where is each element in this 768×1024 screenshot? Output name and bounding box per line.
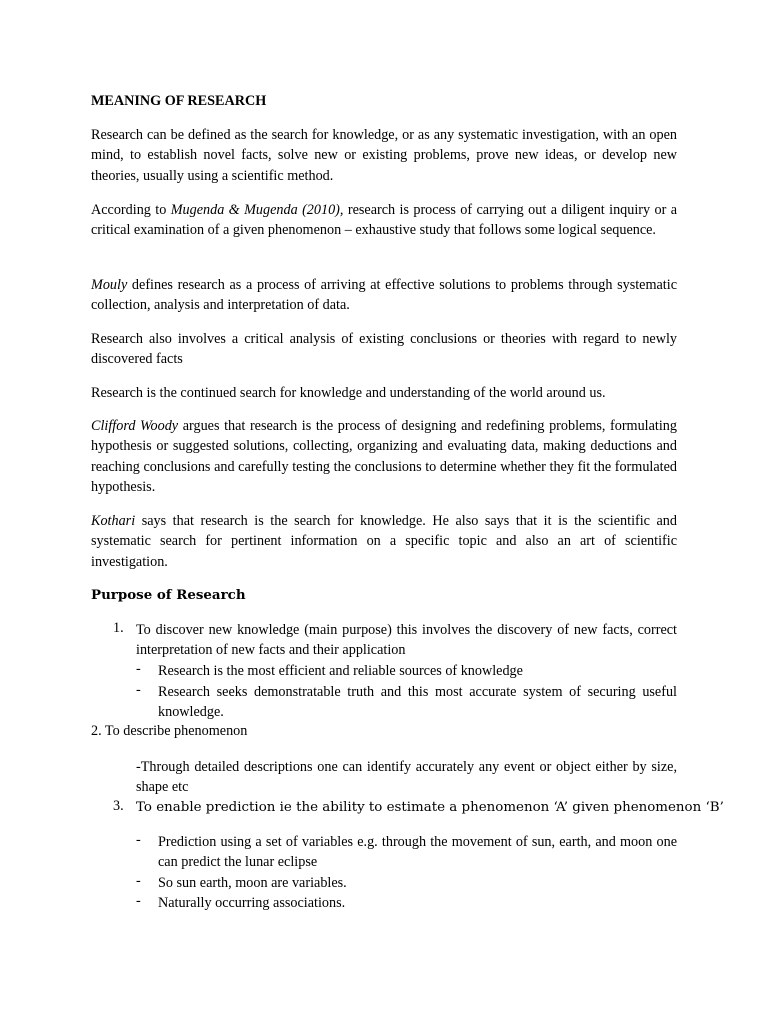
dash-bullet: - [136, 661, 141, 677]
page-title: MEANING OF RESEARCH [91, 93, 267, 109]
list-item-1-sub-1 [91, 661, 677, 681]
list-item-3-sub-3-text: Naturally occurring associations. [158, 895, 346, 911]
citation-mugenda: Mugenda & Mugenda (2010), [170, 202, 344, 218]
paragraph-mouly [91, 275, 677, 316]
dash-bullet: - [136, 893, 141, 909]
list-item-2: 2. To describe phenomenon [91, 723, 248, 739]
list-number-3: 3. [113, 798, 124, 814]
paragraph-mugenda-rest: research is process of carrying out a diligent inquiry or a critical examination of a given phenomenon – exhaustive study that follows some logical sequence. [91, 202, 678, 239]
list-item-3-sub-3 [91, 893, 677, 913]
list-item-3-sub-1 [91, 832, 677, 873]
author-kothari: Kothari [91, 513, 136, 529]
list-item-1-text: To discover new knowledge (main purpose) this involves the discovery of new facts, correct interpretation of new facts and their application [136, 622, 677, 659]
list-item-3-sub-2-text: So sun earth, moon are variables. [158, 875, 347, 891]
paragraph-kothari [91, 511, 677, 572]
list-item-3-text: To enable prediction ie the ability to estimate a phenomenon ‘A’ given phenomenon ‘B’ [136, 800, 724, 815]
paragraph-clifford-woody [91, 416, 677, 497]
list-item-3-sub-1-text: Prediction using a set of variables e.g. through the movement of sun, earth, and moon one can predict the lunar eclipse [158, 834, 677, 871]
section-heading-purpose-text: Purpose of Research [91, 587, 246, 603]
paragraph-continued-search: Research is the continued search for knowledge and understanding of the world around us. [91, 385, 606, 401]
list-item-3-sub-2 [91, 873, 677, 893]
section-heading-purpose [91, 586, 246, 603]
paragraph-clifford-woody-rest: argues that research is the process of designing and redefining problems, formulating hypothesis or suggested solutions, collecting, organizing and evaluating data, making deductions and reaching conclusions and carefully testing the conclusions to determine whether they fit the formulated hypothesis. [91, 418, 677, 495]
dash-bullet: - [136, 832, 141, 848]
list-item-1-sub-2-text: Research seeks demonstratable truth and this most accurate system of securing useful knowledge. [158, 684, 677, 721]
paragraph-mugenda-prefix: According to [91, 202, 171, 218]
paragraph-mouly-rest: defines research as a process of arriving at effective solutions to problems through systematic collection, analysis and interpretation of data. [91, 277, 677, 314]
paragraph-kothari-rest: says that research is the search for knowledge. He also says that it is the scientific and systematic search for pertinent information on a specific topic and also an art of scientific investigation. [91, 513, 677, 570]
list-item-1-sub-2 [91, 682, 677, 723]
author-clifford-woody: Clifford Woody [91, 418, 179, 434]
list-item-3 [91, 798, 724, 818]
dash-bullet: - [136, 682, 141, 698]
paragraph-definition: Research can be defined as the search for knowledge, or as any systematic investigation, with an open mind, to establish novel facts, solve new or existing problems, prove new ideas, or develop new theories, usually using a scientific method. [91, 127, 677, 184]
dash-bullet: - [136, 873, 141, 889]
list-item-2-sub [136, 757, 677, 798]
paragraph-critical-analysis: Research also involves a critical analysis of existing conclusions or theories with regard to newly discovered facts [91, 331, 677, 368]
list-item-1 [91, 620, 677, 661]
author-mouly: Mouly [91, 277, 128, 293]
paragraph-mugenda [91, 200, 677, 241]
list-number-1: 1. [113, 620, 124, 636]
list-item-1-sub-1-text: Research is the most efficient and reliable sources of knowledge [158, 663, 523, 679]
list-item-2-sub-text: -Through detailed descriptions one can identify accurately any event or object either by size, shape etc [136, 759, 677, 796]
